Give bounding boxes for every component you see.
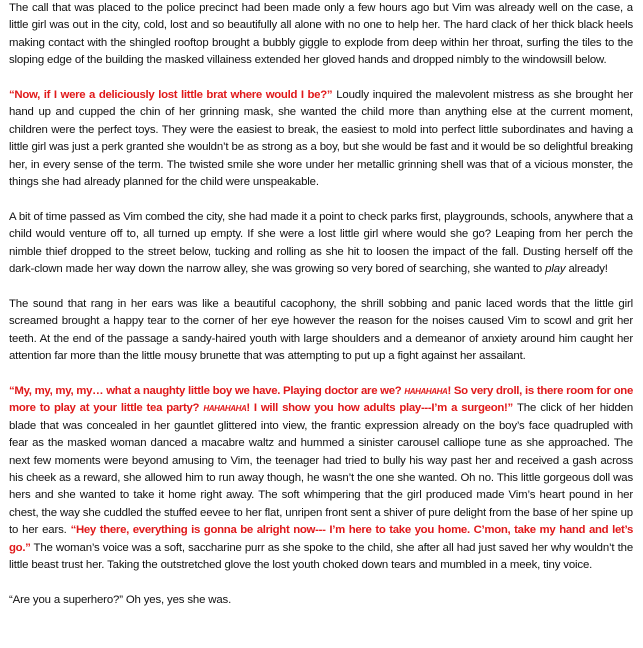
paragraph-5-text-b: The woman’s voice was a soft, saccharine purr as she spoke to the child, she after all had just saved her why wouldn’t the little beast trust her. Taking the outstretched glove the lost youth choked down tears and mumbled in a meek, tiny voice. (9, 541, 633, 571)
story-document (9, 0, 633, 627)
emphasis-play: play (545, 263, 566, 276)
dialogue-red-5: “Hey there, everything is gonna be alright now--- I’m here to take you home. C’mon, take my hand and let’s go.” (9, 524, 633, 554)
dialogue-red-3: ! So very droll, is there room for one more to play at your little tea party? (9, 384, 633, 415)
paragraph-2-text: Loudly inquired the malevolent mistress as she brought her hand up and cupped the chin of her grinning mask, she wanted the child more than anything else at the current moment, children were the perfect toys. They were the easiest to break, the easiest to mold into perfect little subordinates and having a little girl was just a perk granted she wouldn’t be as strong as a boy, but she would be fast and it would be so delightful breaking her, in every sense of the term. The twisted smile she wore under her metallic grinning shell was that of a vicious monster, the things she had already planned for the child were unspeakable. (9, 89, 633, 189)
paragraph-4: The sound that rang in her ears was like a beautiful cacophony, the shrill sobbing and panic laced words that the little girl screamed brought a happy tear to the corner of her eye however the reason for the noises caused Vim to scowl and grit her teeth. At the end of the passage a sandy-haired youth with large shoulders and a demeanor of anxiety around him caught her attention far more than the little mousy brunette that was attempting to put up a fight against her assailant. (9, 297, 633, 363)
paragraph-5 (9, 383, 633, 574)
paragraph-3 (9, 209, 633, 279)
laugh-text-2: HAHAHAHA (203, 404, 247, 414)
paragraph-3-text-b: already! (565, 263, 608, 276)
paragraph-2 (9, 87, 633, 191)
dialogue-red-1: “Now, if I were a deliciously lost little brat where would I be?” (9, 89, 333, 102)
paragraph-6: “Are you a superhero?” Oh yes, yes she was. (9, 593, 232, 606)
paragraph-1: The call that was placed to the police precinct had been made only a few hours ago but Vim was already well on the case, a little girl was out in the city, cold, lost and so beautifully all alone with no one to help her. The hard clack of her thick black heels making contact with the shingled rooftop brought a bubbly giggle to explode from deep within her throat, surfing the tiles to the sloping edge of the building the masked villainess extended her gloved hands and dropped nimbly to the windowsill below. (9, 2, 633, 67)
dialogue-red-4: ! I will show you how adults play---I’m a surgeon!” (246, 402, 513, 415)
paragraph-5-text-a: The click of her hidden blade that was concealed in her gauntlet glittered into view, the frantic expression already on the boy’s face quadrupled with fear as the masked woman danced a macabre waltz and hummed a sinister carousel calliope tune as she approached. The next few moments were beyond amusing to Vim, the teenager had tried to bully his way past her and received a gash across his cheek as a reward, she allowed him to run away though, he wasn’t the one she wanted. Oh no. This little gorgeous doll was hers and she wanted to take it home right away. The soft whimpering that the girl produced made Vim’s heart pound in her chest, the way she cuddled the stuffed eevee to her flat, unripen front sent a shiver of pure delight from the base of her spine up to her ears. (9, 402, 633, 537)
paragraph-3-text-a: A bit of time passed as Vim combed the city, she had made it a point to check parks first, playgrounds, schools, anywhere that a child would venture off to, all turned up empty. If she were a lost little girl where would she go? Leaping from her perch the nimble thief dropped to the street below, tucking and rolling as she hit to loosen the impact of the fall. Dusting herself off the dark-clown made her way down the narrow alley, she was growing so very bored of searching, she wanted to (9, 210, 633, 276)
laugh-text-1: HAHAHAHA (404, 386, 448, 396)
dialogue-red-2: “My, my, my, my… what a naughty little boy we have. Playing doctor are we? (9, 384, 405, 397)
